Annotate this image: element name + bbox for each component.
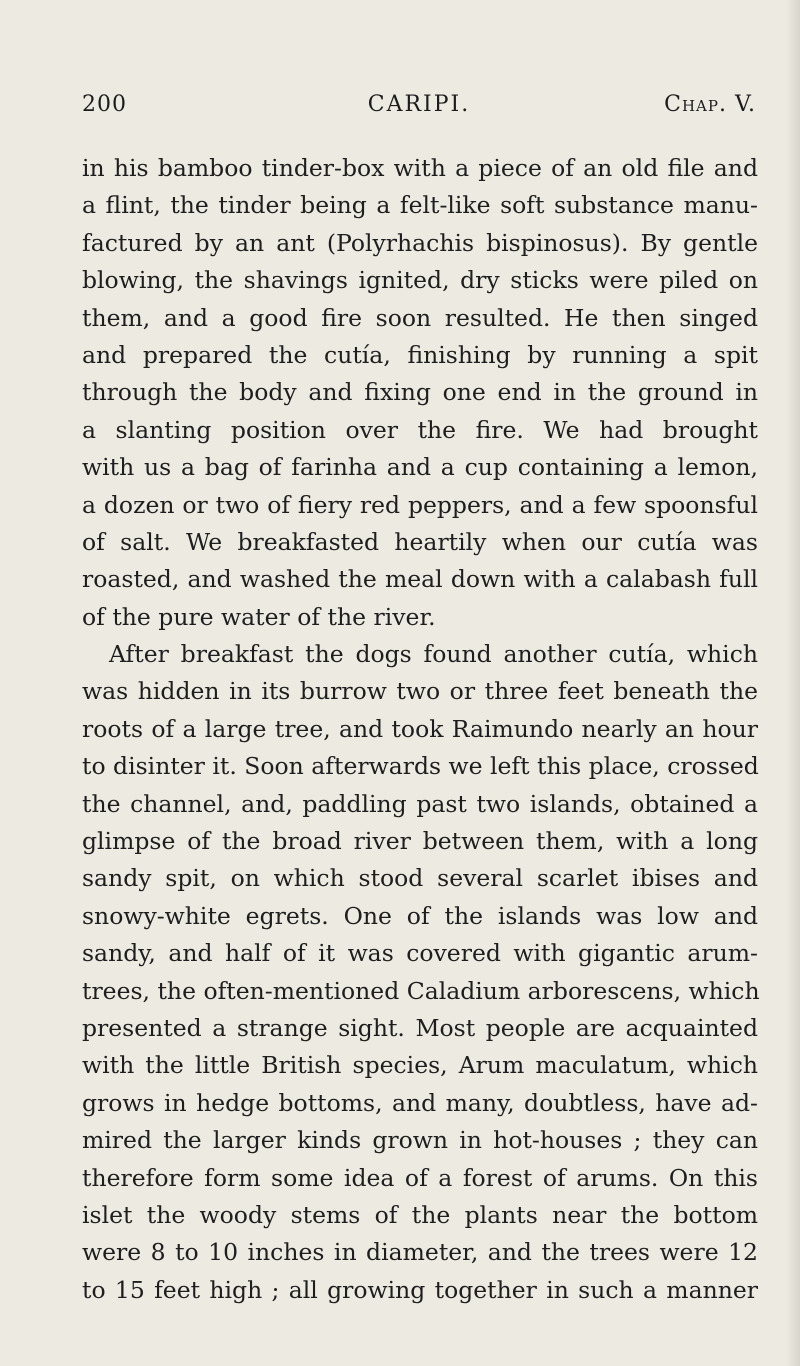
text-line: the channel, and, paddling past two islands, obtained a bbox=[82, 789, 758, 818]
text-line: with us a bag of farinha and a cup containing a lemon, bbox=[82, 453, 758, 482]
text-line: factured by an ant (Polyrhachis bispinosus). By gentle bbox=[82, 228, 758, 257]
text-line: snowy-white egrets. One of the islands was low and bbox=[82, 901, 758, 930]
text-line: sandy spit, on which stood several scarlet ibises and bbox=[82, 864, 758, 893]
text-line: a flint, the tinder being a felt-like soft substance manu- bbox=[82, 191, 758, 220]
text-line: mired the larger kinds grown in hot-houses ; they can bbox=[82, 1126, 758, 1155]
page-header bbox=[82, 92, 756, 126]
text-line: roots of a large tree, and took Raimundo nearly an hour bbox=[82, 714, 758, 743]
text-line: through the body and fixing one end in the ground in bbox=[82, 378, 758, 407]
text-line: therefore form some idea of a forest of arums. On this bbox=[82, 1163, 758, 1192]
text-line: sandy, and half of it was covered with gigantic arum- bbox=[82, 939, 758, 968]
text-line: were 8 to 10 inches in diameter, and the trees were 12 bbox=[82, 1238, 758, 1267]
body-text bbox=[82, 150, 758, 1309]
text-line: was hidden in its burrow two or three feet beneath the bbox=[82, 677, 758, 706]
text-line: them, and a good fire soon resulted. He then singed bbox=[82, 303, 758, 332]
text-line: islet the woody stems of the plants near the bottom bbox=[82, 1200, 758, 1229]
text-line: to 15 feet high ; all growing together in such a manner bbox=[82, 1275, 758, 1304]
text-line: a dozen or two of fiery red peppers, and a few spoonsful bbox=[82, 490, 758, 519]
text-line: a slanting position over the fire. We had brought bbox=[82, 415, 758, 444]
text-line: of salt. We breakfasted heartily when our cutía was bbox=[82, 527, 758, 556]
text-line: blowing, the shavings ignited, dry sticks were piled on bbox=[82, 266, 758, 295]
text-line: trees, the often-mentioned Caladium arborescens, which bbox=[82, 976, 760, 1005]
text-line: with the little British species, Arum maculatum, which bbox=[82, 1051, 758, 1080]
text-line: and prepared the cutía, finishing by running a spit bbox=[82, 340, 758, 369]
text-line: roasted, and washed the meal down with a calabash full bbox=[82, 565, 758, 594]
running-title: CARIPI. bbox=[367, 92, 471, 117]
text-line: presented a strange sight. Most people are acquainted bbox=[82, 1013, 758, 1042]
page-edge-shadow bbox=[786, 0, 800, 1366]
text-line: grows in hedge bottoms, and many, doubtless, have ad- bbox=[82, 1088, 758, 1117]
text-line: glimpse of the broad river between them, with a long bbox=[82, 827, 758, 856]
page-number: 200 bbox=[82, 92, 127, 117]
text-line: After breakfast the dogs found another cutía, which bbox=[109, 640, 758, 669]
text-line: to disinter it. Soon afterwards we left this place, crossed bbox=[82, 752, 759, 781]
chapter-label: Chap. V. bbox=[664, 92, 756, 117]
text-line: of the pure water of the river. bbox=[82, 602, 436, 631]
text-line: in his bamboo tinder-box with a piece of an old file and bbox=[82, 154, 758, 182]
